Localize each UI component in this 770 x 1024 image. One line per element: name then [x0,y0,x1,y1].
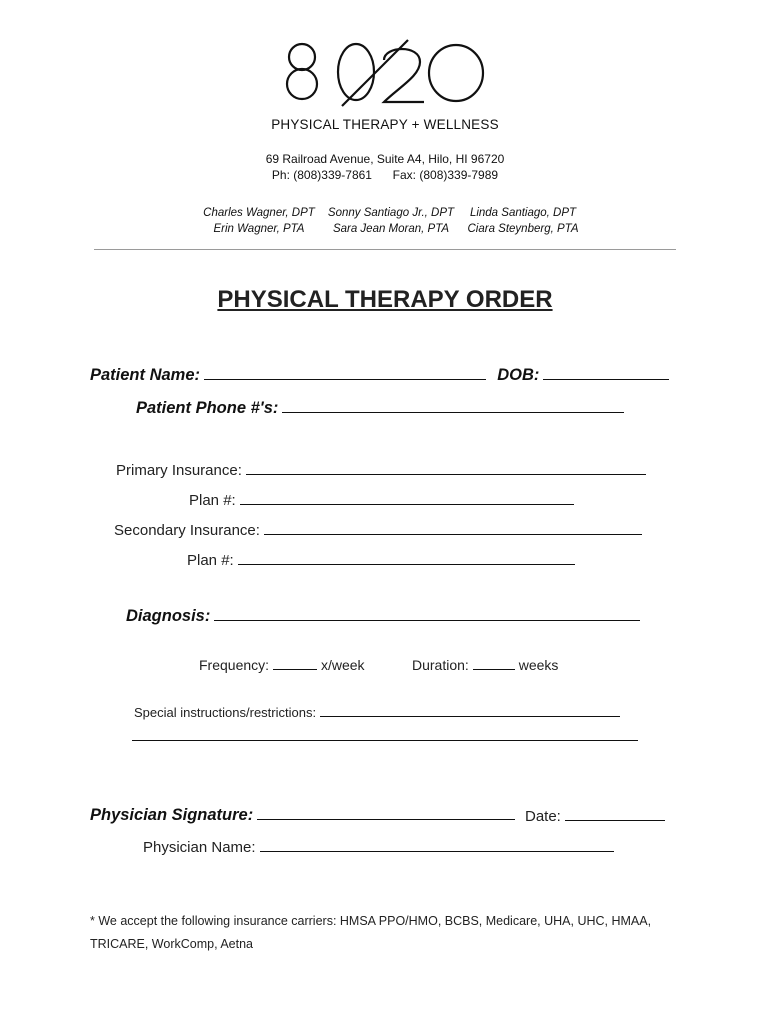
physician-name-label: Physician Name: [143,839,256,856]
primary-insurance-row [116,462,646,479]
secondary-insurance-row [114,522,642,539]
logo-subtitle: PHYSICAL THERAPY + WELLNESS [271,117,499,132]
duration-row [412,657,558,673]
patient-phone-row [136,399,624,418]
staff-linda-santiago: Linda Santiago, DPT [469,207,577,219]
contact-line [0,168,770,182]
secondary-insurance-label: Secondary Insurance: [114,522,260,539]
plan1-label: Plan #: [189,492,236,509]
diagnosis-row [126,607,640,626]
physician-signature-row [90,806,515,825]
frequency-field[interactable] [273,668,317,670]
dob-label: DOB: [497,366,540,384]
address: 69 Railroad Avenue, Suite A4, Hilo, HI 96720 [265,152,505,166]
special-instructions-row [134,705,620,720]
date-field[interactable] [565,819,665,821]
special-instructions-field[interactable] [320,715,620,717]
physician-signature-label: Physician Signature: [90,806,254,824]
insurance-note-line-2: TRICARE, WorkComp, Aetna [90,937,254,951]
plan2-field[interactable] [238,563,575,565]
duration-field[interactable] [473,668,515,670]
physician-signature-field[interactable] [257,818,515,820]
staff-sara-jean-moran: Sara Jean Moran, PTA [332,223,450,235]
insurance-note-line-1: * We accept the following insurance carriers: HMSA PPO/HMO, BCBS, Medicare, UHA, UHC, HMAA, [90,914,652,928]
date-row [525,808,665,825]
special-instructions-label: Special instructions/restrictions: [134,705,317,720]
diagnosis-label: Diagnosis: [126,607,211,625]
plan2-label: Plan #: [187,552,234,569]
frequency-row [199,657,365,673]
patient-phone-label: Patient Phone #'s: [136,399,279,417]
primary-insurance-label: Primary Insurance: [116,462,242,479]
patient-name-field[interactable] [204,378,486,380]
phone: Ph: (808)339-7861 [271,168,372,182]
patient-name-row [90,366,669,385]
page-title: PHYSICAL THERAPY ORDER [217,286,553,313]
staff-ciara-steynberg: Ciara Steynberg, PTA [467,223,579,235]
header-divider [94,249,676,250]
frequency-unit: x/week [320,657,365,673]
primary-insurance-field[interactable] [246,473,646,475]
diagnosis-field[interactable] [214,619,640,621]
patient-phone-field[interactable] [282,411,624,413]
frequency-label: Frequency: [199,657,270,673]
staff-charles-wagner: Charles Wagner, DPT [203,207,315,219]
duration-unit: weeks [518,657,559,673]
physician-name-row [143,839,614,856]
special-instructions-line-2[interactable] [132,740,638,741]
patient-name-label: Patient Name: [90,366,201,384]
date-label: Date: [525,808,561,825]
plan1-row [189,492,574,509]
secondary-insurance-field[interactable] [264,533,642,535]
staff-sonny-santiago: Sonny Santiago Jr., DPT [327,207,455,219]
dob-field[interactable] [543,378,669,380]
fax: Fax: (808)339-7989 [392,168,499,182]
staff-erin-wagner: Erin Wagner, PTA [213,223,305,235]
physician-name-field[interactable] [260,850,614,852]
plan1-field[interactable] [240,503,574,505]
logo-8020 [280,36,490,110]
duration-label: Duration: [412,657,469,673]
plan2-row [187,552,575,569]
